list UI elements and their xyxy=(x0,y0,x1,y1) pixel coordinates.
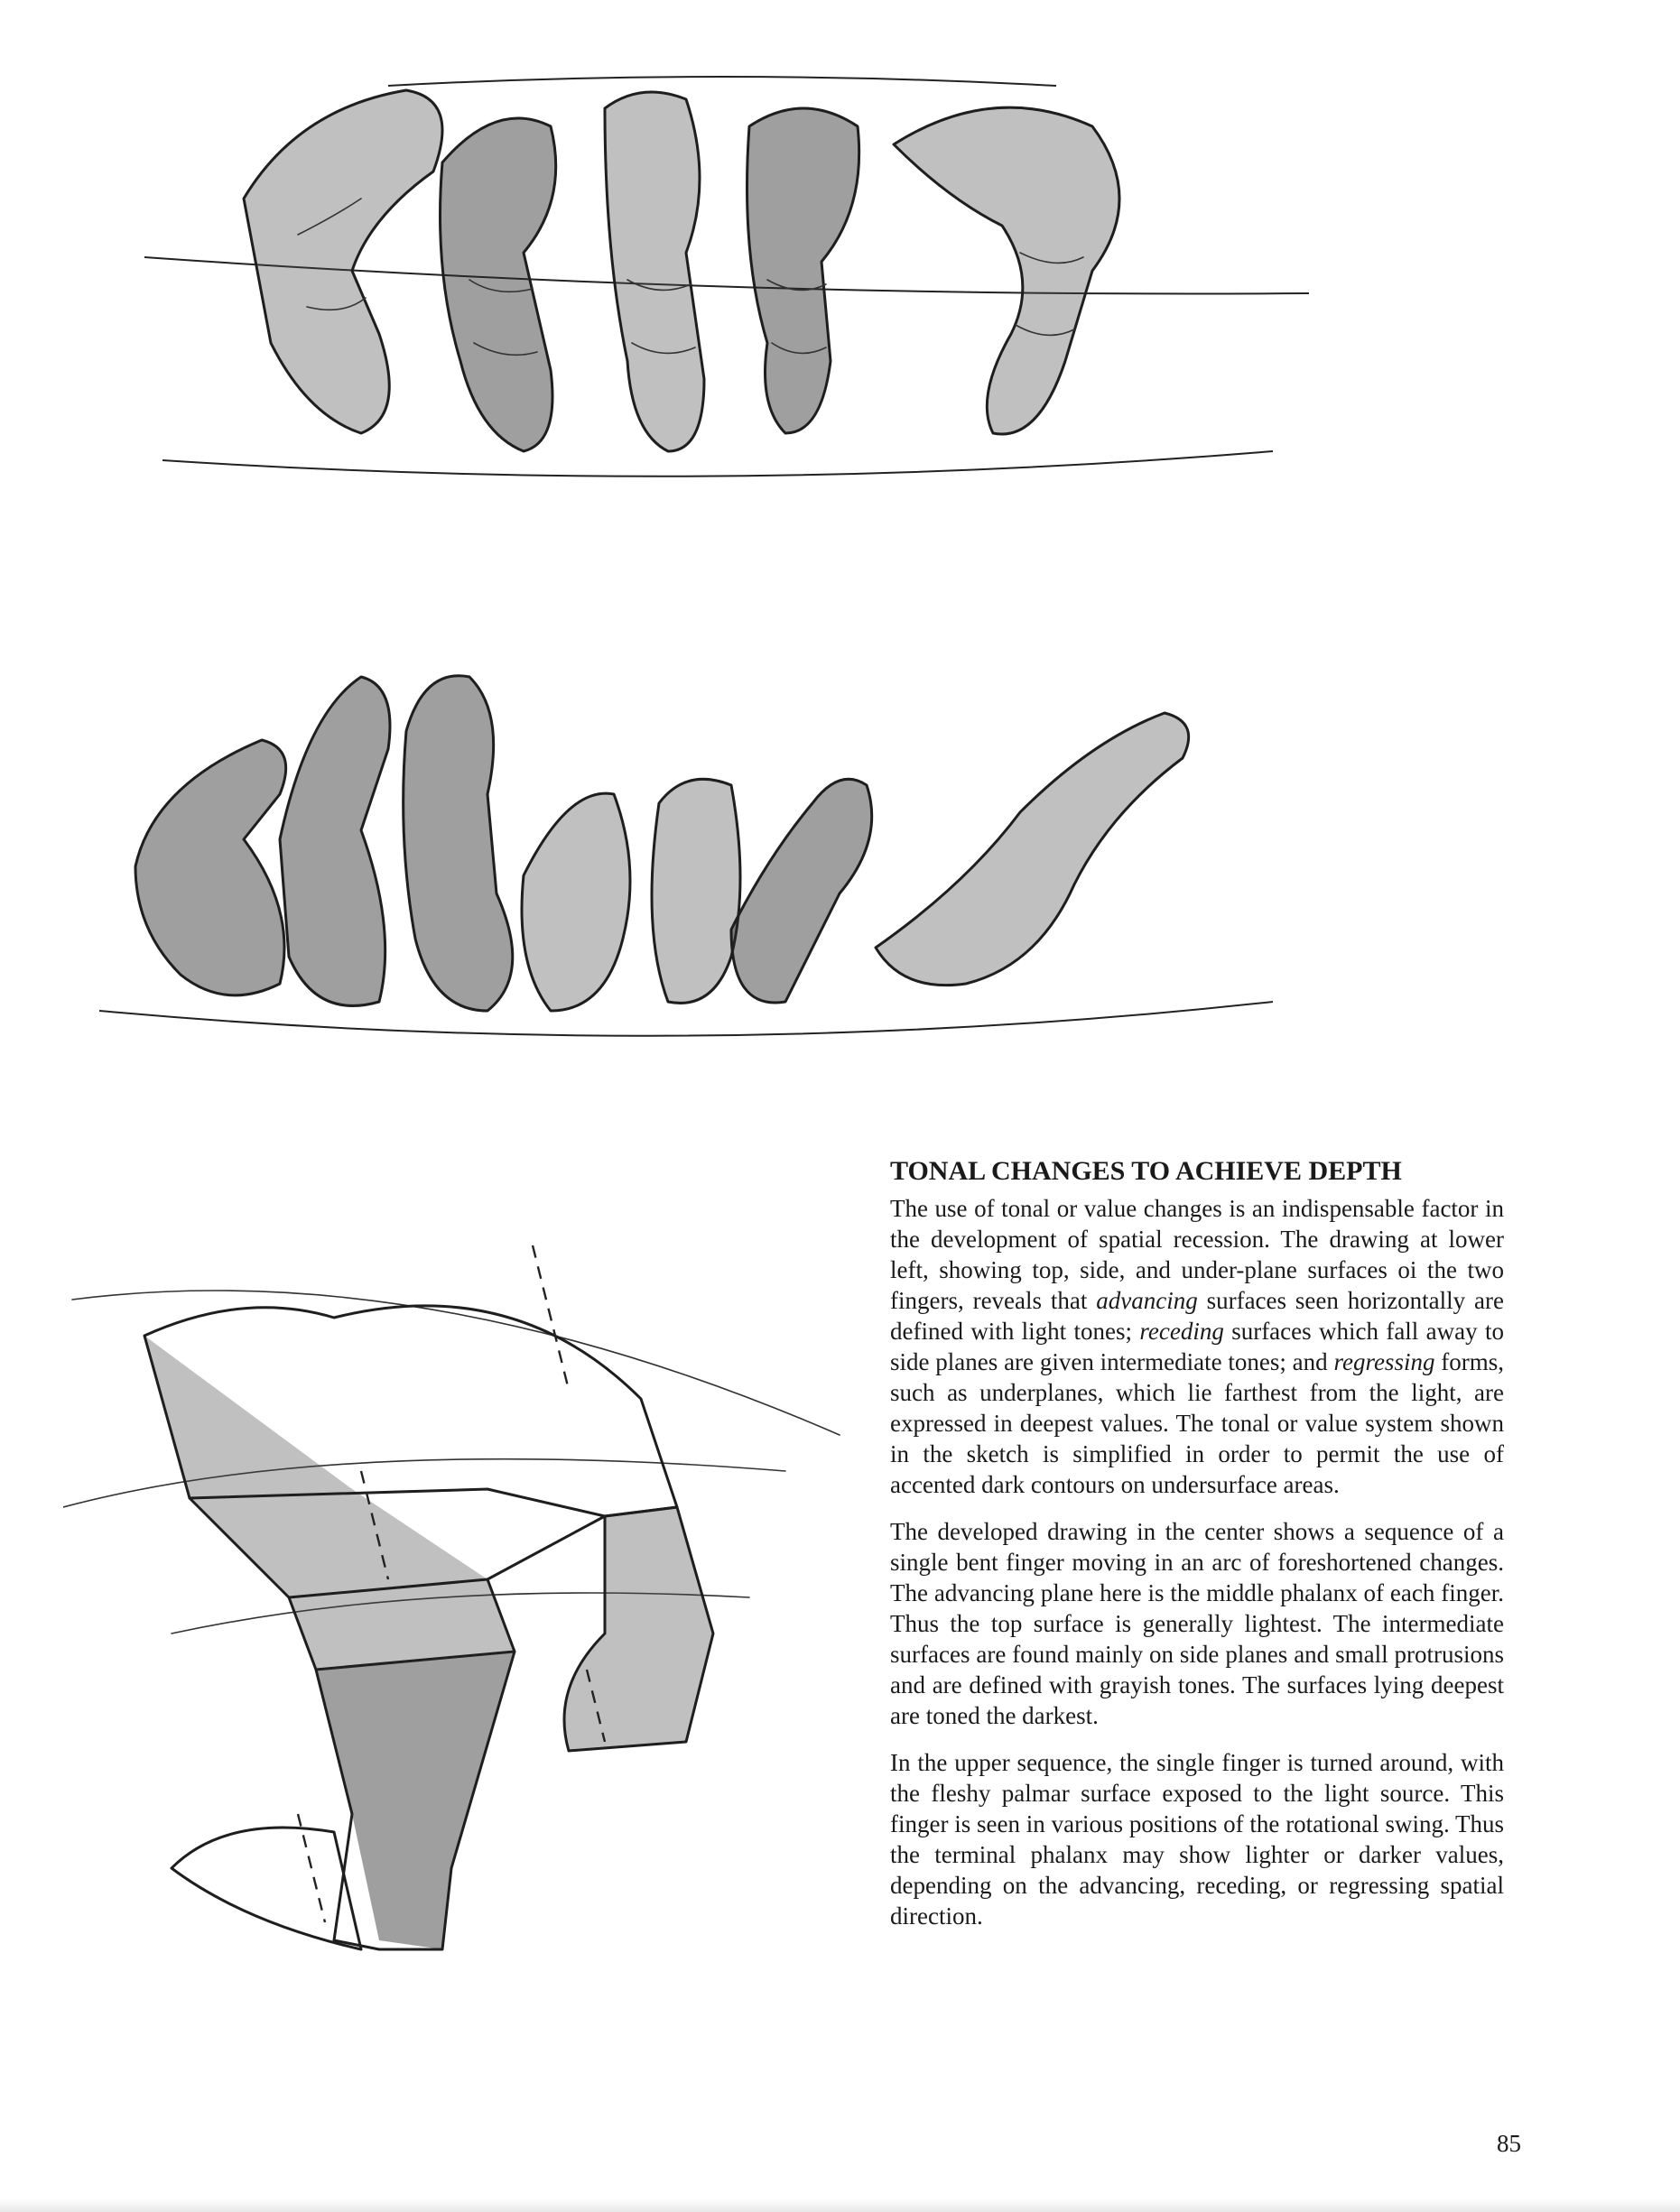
text-run: surfaces seen horizontally are defined with light tones; xyxy=(890,1287,1504,1345)
italic-term-regressing: regressing xyxy=(1333,1348,1435,1375)
middle-finger-sequence-drawing xyxy=(99,659,1291,1074)
article-paragraph-1 xyxy=(890,1193,1504,1500)
article-text xyxy=(890,1155,1504,1948)
text-run: forms, such as underplanes, which lie farthest from the light, are expressed in deepest values. The tonal or value system shown in the sketch is simplified in order to permit the use of accented dark contours on undersurface areas. xyxy=(890,1348,1504,1498)
text-run: In the upper sequence, the single finger is turned around, with the fleshy palmar surface exposed to the light source. This finger is seen in various positions of the rotational swing. Thus the terminal phalanx may show lighter or darker values, depending on the advancing, receding, or regressing spatial direction. xyxy=(890,1749,1504,1930)
article-paragraph-2 xyxy=(890,1516,1504,1731)
middle-finger-sequence-illustration xyxy=(99,659,1291,1074)
text-run: The developed drawing in the center shows a sequence of a single bent finger moving in an arc of foreshortened changes. The advancing plane here is the middle phalanx of each finger. Thus the top surface is generally lightest. The intermediate surfaces are found mainly on side planes and small protrusions and are defined with grayish tones. The surfaces lying deepest are toned the darkest. xyxy=(890,1518,1504,1729)
article-heading: TONAL CHANGES TO ACHIEVE DEPTH xyxy=(890,1156,1402,1186)
italic-term-advancing: advancing xyxy=(1096,1287,1198,1314)
tonal-planes-sketch-drawing xyxy=(63,1236,876,2004)
text-run: surfaces which fall away to side planes are given intermediate tones; and xyxy=(890,1318,1504,1375)
page-number: 85 xyxy=(1497,2130,1521,2157)
text-run: The use of tonal or value changes is an indispensable factor in the development of spatial recession. The drawing at lower left, showing top, side, and under-plane surfaces oi the two fingers, reveals that xyxy=(890,1195,1504,1314)
scan-bottom-edge xyxy=(0,2198,1680,2212)
italic-term-receding: receding xyxy=(1139,1318,1224,1345)
upper-finger-sequence-illustration xyxy=(135,72,1309,496)
upper-finger-sequence-drawing xyxy=(135,72,1309,496)
article-paragraph-3 xyxy=(890,1747,1504,1931)
tonal-planes-sketch-illustration xyxy=(63,1236,876,2004)
